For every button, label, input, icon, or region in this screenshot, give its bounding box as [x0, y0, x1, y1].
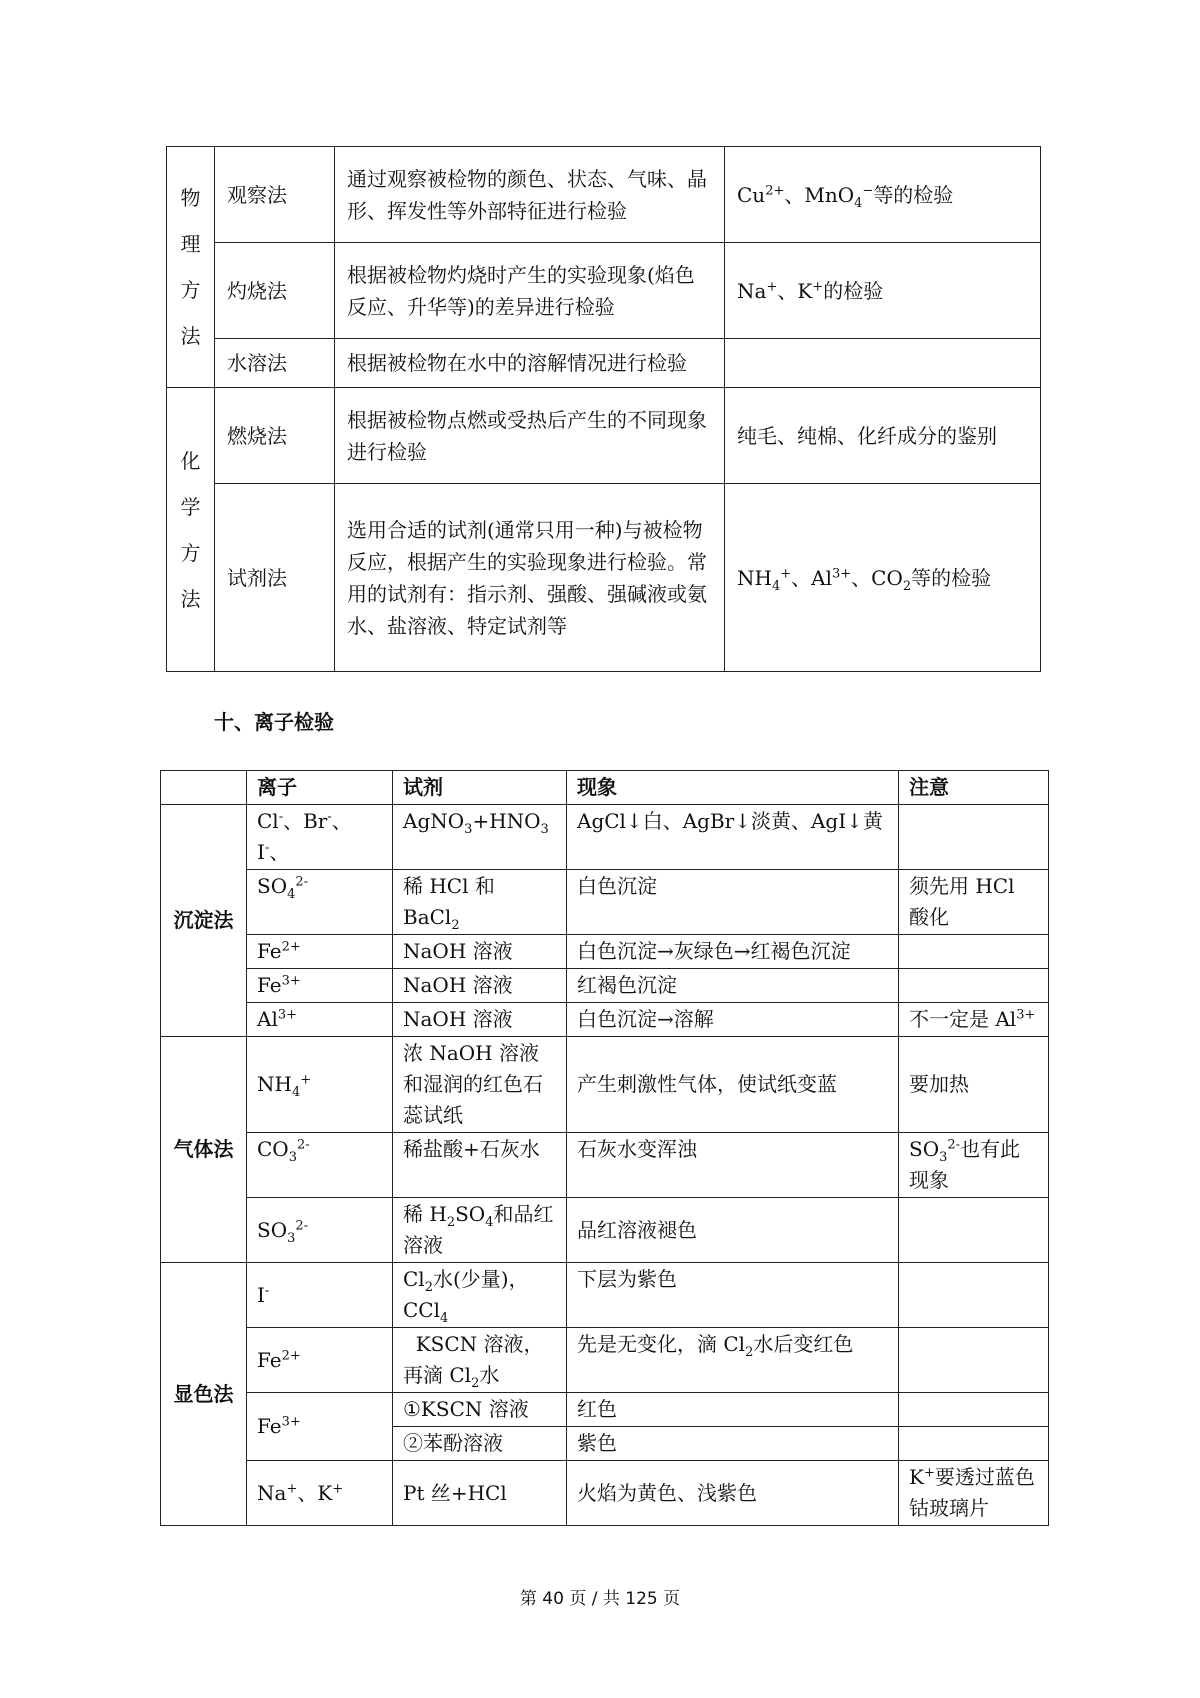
note-cell [899, 1393, 1049, 1427]
method-name: 观察法 [215, 147, 335, 243]
ion-cell: $Al^{3+}$ [247, 1003, 393, 1037]
note-cell [899, 969, 1049, 1003]
ion-table [160, 770, 1049, 1526]
group-precipitation: 沉淀法 [161, 805, 247, 1037]
phenomenon-cell: 红色 [567, 1393, 899, 1427]
ion-cell: $SO_3^{2-}$ [247, 1198, 393, 1263]
phenomenon-cell: 品红溶液褪色 [567, 1198, 899, 1263]
method-example: 纯毛、纯棉、化纤成分的鉴别 [725, 388, 1041, 484]
method-name: 灼烧法 [215, 243, 335, 339]
method-desc: 根据被检物点燃或受热后产生的不同现象进行检验 [335, 388, 725, 484]
page-footer: 第 40 页 / 共 125 页 [519, 1589, 681, 1609]
note-cell [899, 1427, 1049, 1461]
ion-cell: $Fe^{2+}$ [247, 935, 393, 969]
group-gas: 气体法 [161, 1037, 247, 1263]
ion-cell: Cl-、Br-、 I-、 [247, 805, 393, 870]
category-physical: 物 理 方 法 [167, 147, 215, 388]
table-row [167, 243, 1041, 339]
table-row [161, 1003, 1049, 1037]
category-chemical: 化 学 方 法 [167, 388, 215, 672]
phenomenon-cell: 火焰为黄色、浅紫色 [567, 1461, 899, 1526]
method-desc: 选用合适的试剂(通常只用一种)与被检物反应，根据产生的实验现象进行检验。常用的试剂有：指示剂、强酸、强碱液或氨水、盐溶液、特定试剂等 [335, 484, 725, 672]
reagent-cell: NaOH 溶液 [393, 935, 567, 969]
ion-cell: I- [247, 1263, 393, 1328]
table-row [161, 870, 1049, 935]
phenomenon-cell: 石灰水变浑浊 [567, 1133, 899, 1198]
reagent-cell: NaOH 溶液 [393, 1003, 567, 1037]
ion-cell: $SO_4^{2-}$ [247, 870, 393, 935]
note-cell: K+要透过蓝色钴玻璃片 [899, 1461, 1049, 1526]
method-desc: 根据被检物在水中的溶解情况进行检验 [335, 339, 725, 388]
ion-cell: $Fe^{3+}$ [247, 1393, 393, 1461]
header-ion: 离子 [247, 771, 393, 805]
phenomenon-cell: 白色沉淀→灰绿色→红褐色沉淀 [567, 935, 899, 969]
note-cell: $SO_3^{2-}$也有此现象 [899, 1133, 1049, 1198]
table-row [167, 388, 1041, 484]
table-row [167, 484, 1041, 672]
method-example: $NH_4^+$、$Al^{3+}$、$CO_2$等的检验 [725, 484, 1041, 672]
reagent-cell: ①KSCN 溶液 [393, 1393, 567, 1427]
table-row [161, 805, 1049, 870]
reagent-cell: 稀 HCl 和 BaCl$_2$ [393, 870, 567, 935]
reagent-cell: Pt 丝+HCl [393, 1461, 567, 1526]
phenomenon-cell: 产生刺激性气体，使试纸变蓝 [567, 1037, 899, 1133]
table-row [161, 1461, 1049, 1526]
table-row [161, 969, 1049, 1003]
method-example: Na+、K+的检验 [725, 243, 1041, 339]
reagent-cell: ②苯酚溶液 [393, 1427, 567, 1461]
reagent-cell: KSCN 溶液， 再滴 $Cl_2$水 [393, 1328, 567, 1393]
header-empty [161, 771, 247, 805]
group-color: 显色法 [161, 1263, 247, 1526]
method-desc: 根据被检物灼烧时产生的实验现象(焰色反应、升华等)的差异进行检验 [335, 243, 725, 339]
note-cell: 要加热 [899, 1037, 1049, 1133]
header-phenomenon: 现象 [567, 771, 899, 805]
table-row [161, 1263, 1049, 1328]
note-cell: 须先用 HCl 酸化 [899, 870, 1049, 935]
note-cell: 不一定是 $Al^{3+}$ [899, 1003, 1049, 1037]
ion-cell: $Fe^{2+}$ [247, 1328, 393, 1393]
phenomenon-cell: 下层为紫色 [567, 1263, 899, 1328]
reagent-cell: NaOH 溶液 [393, 969, 567, 1003]
phenomenon-cell: AgCl↓白、AgBr↓淡黄、AgI↓黄 [567, 805, 899, 870]
table-row [161, 1393, 1049, 1427]
method-name: 燃烧法 [215, 388, 335, 484]
phenomenon-cell: 先是无变化，滴 $Cl_2$水后变红色 [567, 1328, 899, 1393]
section-heading: 十、离子检验 [214, 710, 334, 734]
method-name: 试剂法 [215, 484, 335, 672]
table-row [167, 339, 1041, 388]
ion-cell: $Fe^{3+}$ [247, 969, 393, 1003]
phenomenon-cell: 白色沉淀 [567, 870, 899, 935]
note-cell [899, 805, 1049, 870]
reagent-cell: $AgNO_3+HNO_3$ [393, 805, 567, 870]
note-cell [899, 1198, 1049, 1263]
header-row [161, 771, 1049, 805]
table-row [167, 147, 1041, 243]
note-cell [899, 1328, 1049, 1393]
method-example: $Cu^{2+}$、MnO$_4$−等的检验 [725, 147, 1041, 243]
note-cell [899, 935, 1049, 969]
phenomenon-cell: 红褐色沉淀 [567, 969, 899, 1003]
header-reagent: 试剂 [393, 771, 567, 805]
method-desc: 通过观察被检物的颜色、状态、气味、晶形、挥发性等外部特征进行检验 [335, 147, 725, 243]
method-name: 水溶法 [215, 339, 335, 388]
phenomenon-cell: 紫色 [567, 1427, 899, 1461]
phenomenon-cell: 白色沉淀→溶解 [567, 1003, 899, 1037]
ion-cell: $CO_3^{2-}$ [247, 1133, 393, 1198]
note-cell [899, 1263, 1049, 1328]
ion-cell: $NH_4^+$ [247, 1037, 393, 1133]
method-table [166, 146, 1041, 672]
reagent-cell: 稀盐酸+石灰水 [393, 1133, 567, 1198]
reagent-cell: 浓 NaOH 溶液和湿润的红色石蕊试纸 [393, 1037, 567, 1133]
reagent-cell: 稀 $H_2SO_4$和品红溶液 [393, 1198, 567, 1263]
table-row [161, 1198, 1049, 1263]
ion-cell: Na+、K+ [247, 1461, 393, 1526]
table-row [161, 1133, 1049, 1198]
reagent-cell: $Cl_2$水(少量)， CCl$_4$ [393, 1263, 567, 1328]
table-row [161, 1037, 1049, 1133]
table-row [161, 1328, 1049, 1393]
method-example [725, 339, 1041, 388]
table-row [161, 935, 1049, 969]
header-note: 注意 [899, 771, 1049, 805]
